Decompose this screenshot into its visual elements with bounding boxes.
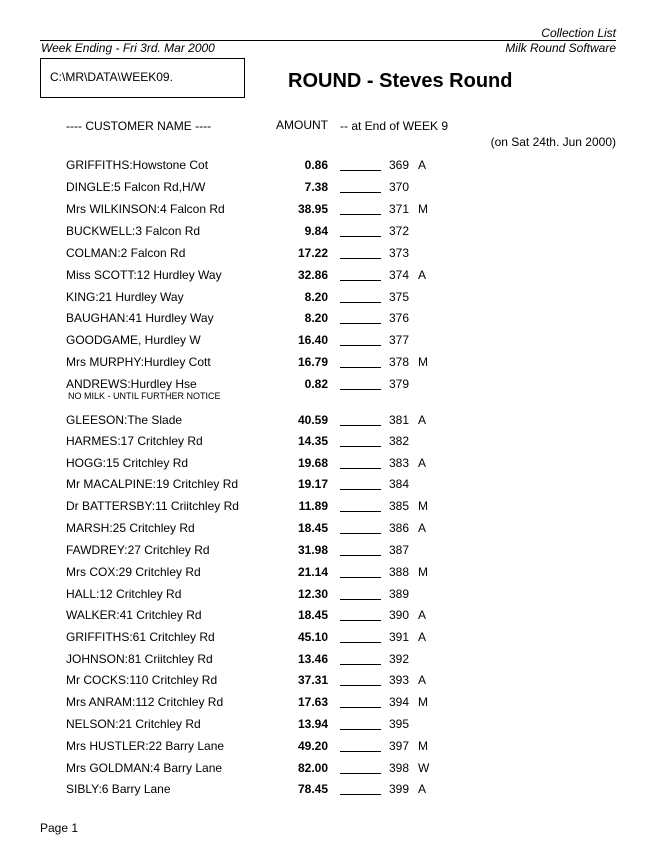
blank-line [340, 577, 381, 578]
customer-name: Mrs WILKINSON:4 Falcon Rd [66, 202, 225, 216]
data-path: C:\MR\DATA\WEEK09. [50, 70, 173, 84]
amount-value: 37.31 [297, 673, 328, 687]
table-row [0, 434, 657, 456]
table-row [0, 673, 657, 695]
blank-line [340, 533, 381, 534]
blank-line [340, 425, 381, 426]
amount-value: 40.59 [297, 413, 328, 427]
customer-name: COLMAN:2 Falcon Rd [66, 246, 186, 260]
blank-line [340, 214, 381, 215]
customer-number: 390 [389, 608, 410, 622]
table-row [0, 695, 657, 717]
table-row [0, 268, 657, 290]
amount-value: 49.20 [297, 739, 328, 753]
blank-line [340, 599, 381, 600]
amount-value: 11.89 [298, 499, 328, 513]
round-title: ROUND - Steves Round [288, 70, 513, 92]
customer-number: 370 [389, 180, 410, 194]
customer-name: HARMES:17 Critchley Rd [66, 434, 203, 448]
customer-name: Mrs GOLDMAN:4 Barry Lane [66, 761, 223, 775]
customer-number: 371 [389, 202, 410, 216]
blank-line [340, 468, 381, 469]
amount-value: 13.46 [297, 652, 328, 666]
blank-line [340, 707, 381, 708]
customer-name: KING:21 Hurdley Way [66, 290, 184, 304]
customer-number: 379 [389, 377, 410, 391]
table-row [0, 224, 657, 246]
table-row [0, 377, 657, 399]
blank-line [340, 367, 381, 368]
blank-line [340, 280, 381, 281]
customer-name: HALL:12 Critchley Rd [66, 587, 182, 601]
status-code: A [418, 268, 427, 282]
blank-line [340, 236, 381, 237]
customer-name: BUCKWELL:3 Falcon Rd [66, 224, 201, 238]
customer-number: 397 [389, 739, 410, 753]
blank-line [340, 664, 381, 665]
amount-value: 31.98 [297, 543, 328, 557]
customer-name: GLEESON:The Slade [66, 413, 183, 427]
blank-line [340, 446, 381, 447]
customer-name: GRIFFITHS:Howstone Cot [66, 158, 209, 172]
table-row [0, 355, 657, 377]
customer-number: 382 [389, 434, 410, 448]
amount-value: 9.84 [304, 224, 328, 238]
blank-line [340, 258, 381, 259]
amount-value: 8.20 [304, 311, 328, 325]
blank-line [340, 323, 381, 324]
amount-value: 18.45 [297, 608, 328, 622]
blank-line [340, 345, 381, 346]
table-row [0, 630, 657, 652]
status-code: A [418, 782, 427, 796]
customer-number: 384 [389, 477, 410, 491]
table-row [0, 739, 657, 761]
customer-name: Mr MACALPINE:19 Critchley Rd [66, 477, 239, 491]
customer-number: 393 [389, 673, 410, 687]
blank-line [340, 773, 381, 774]
blank-line [340, 302, 381, 303]
table-row [0, 782, 657, 804]
blank-line [340, 685, 381, 686]
status-code: M [418, 202, 428, 216]
customer-number: 383 [389, 456, 410, 470]
customer-name: BAUGHAN:41 Hurdley Way [66, 311, 214, 325]
amount-value: 7.38 [304, 180, 328, 194]
status-code: M [418, 355, 428, 369]
status-code: A [418, 673, 427, 687]
amount-header: AMOUNT [276, 118, 328, 132]
blank-line [340, 794, 381, 795]
amount-value: 0.82 [304, 377, 328, 391]
row-note: NO MILK - UNTIL FURTHER NOTICE [68, 391, 221, 401]
table-row [0, 652, 657, 674]
customer-name: Dr BATTERSBY:11 Criitchley Rd [66, 499, 239, 513]
customer-number: 372 [389, 224, 410, 238]
customer-number: 381 [389, 413, 410, 427]
amount-value: 19.68 [297, 456, 328, 470]
page-number: Page 1 [40, 821, 79, 835]
table-row [0, 413, 657, 435]
table-row [0, 333, 657, 355]
customer-name: Mr COCKS:110 Critchley Rd [66, 673, 218, 687]
amount-value: 14.35 [297, 434, 328, 448]
customer-number: 394 [389, 695, 410, 709]
customer-name: NELSON:21 Critchley Rd [66, 717, 201, 731]
customer-name: Mrs HUSTLER:22 Barry Lane [66, 739, 225, 753]
amount-value: 16.40 [297, 333, 328, 347]
customer-number: 389 [389, 587, 410, 601]
blank-line [340, 389, 381, 390]
customer-number: 395 [389, 717, 410, 731]
status-code: A [418, 413, 427, 427]
table-row [0, 565, 657, 587]
table-row [0, 180, 657, 202]
blank-line [340, 555, 381, 556]
report-name: Collection List [541, 26, 616, 40]
amount-value: 17.63 [297, 695, 328, 709]
customer-number: 388 [389, 565, 410, 579]
customer-number: 374 [389, 268, 410, 282]
customer-name: Mrs MURPHY:Hurdley Cott [66, 355, 211, 369]
table-row [0, 311, 657, 333]
week-header: -- at End of WEEK 9 [340, 119, 449, 133]
amount-value: 17.22 [297, 246, 328, 260]
status-code: M [418, 739, 428, 753]
table-row [0, 521, 657, 543]
customer-name: MARSH:25 Critchley Rd [66, 521, 195, 535]
customer-name: FAWDREY:27 Critchley Rd [66, 543, 210, 557]
table-row [0, 499, 657, 521]
blank-line [340, 170, 381, 171]
blank-line [340, 489, 381, 490]
table-row [0, 158, 657, 180]
amount-value: 8.20 [304, 290, 328, 304]
blank-line [340, 729, 381, 730]
blank-line [340, 511, 381, 512]
customer-name: DINGLE:5 Falcon Rd,H/W [66, 180, 206, 194]
status-code: M [418, 499, 428, 513]
customer-name-header: ---- CUSTOMER NAME ---- [66, 119, 212, 133]
table-row [0, 608, 657, 630]
table-row [0, 717, 657, 739]
status-code: A [418, 456, 427, 470]
data-path-box [40, 58, 245, 98]
customer-name: HOGG:15 Critchley Rd [66, 456, 189, 470]
status-code: W [418, 761, 430, 775]
customer-number: 386 [389, 521, 410, 535]
customer-number: 375 [389, 290, 410, 304]
blank-line [340, 642, 381, 643]
table-row [0, 456, 657, 478]
week-ending: Week Ending - Fri 3rd. Mar 2000 [41, 41, 215, 55]
amount-value: 78.45 [297, 782, 328, 796]
customer-name: GOODGAME, Hurdley W [66, 333, 201, 347]
table-row [0, 246, 657, 268]
customer-number: 377 [389, 333, 410, 347]
amount-value: 0.86 [304, 158, 328, 172]
amount-value: 13.94 [297, 717, 328, 731]
customer-name: JOHNSON:81 Criitchley Rd [66, 652, 213, 666]
customer-number: 376 [389, 311, 410, 325]
customer-name: GRIFFITHS:61 Critchley Rd [66, 630, 215, 644]
amount-value: 12.30 [297, 587, 328, 601]
customer-number: 369 [389, 158, 410, 172]
amount-value: 38.95 [297, 202, 328, 216]
blank-line [340, 620, 381, 621]
amount-value: 19.17 [297, 477, 328, 491]
table-row [0, 290, 657, 312]
customer-name: SIBLY:6 Barry Lane [66, 782, 171, 796]
blank-line [340, 192, 381, 193]
status-code: A [418, 630, 427, 644]
amount-value: 18.45 [297, 521, 328, 535]
table-row [0, 543, 657, 565]
status-code: M [418, 565, 428, 579]
status-code: A [418, 158, 427, 172]
software-name: Milk Round Software [505, 41, 616, 55]
customer-number: 391 [389, 630, 410, 644]
customer-name: ANDREWS:Hurdley Hse [66, 377, 197, 391]
amount-value: 16.79 [297, 355, 328, 369]
customer-number: 399 [389, 782, 410, 796]
status-code: A [418, 521, 427, 535]
customer-name: WALKER:41 Critchley Rd [66, 608, 202, 622]
customer-number: 392 [389, 652, 410, 666]
customer-number: 385 [389, 499, 410, 513]
customer-name: Mrs ANRAM:112 Critchley Rd [66, 695, 224, 709]
amount-value: 21.14 [297, 565, 328, 579]
customer-number: 378 [389, 355, 410, 369]
table-row [0, 587, 657, 609]
amount-value: 32.86 [297, 268, 328, 282]
table-row [0, 477, 657, 499]
table-row [0, 761, 657, 783]
amount-value: 82.00 [297, 761, 328, 775]
table-row [0, 202, 657, 224]
blank-line [340, 751, 381, 752]
amount-value: 45.10 [297, 630, 328, 644]
report-date: (on Sat 24th. Jun 2000) [490, 135, 616, 149]
status-code: M [418, 695, 428, 709]
customer-number: 373 [389, 246, 410, 260]
customer-number: 387 [389, 543, 410, 557]
status-code: A [418, 608, 427, 622]
customer-number: 398 [389, 761, 410, 775]
customer-name: Miss SCOTT:12 Hurdley Way [66, 268, 222, 282]
customer-name: Mrs COX:29 Critchley Rd [66, 565, 201, 579]
